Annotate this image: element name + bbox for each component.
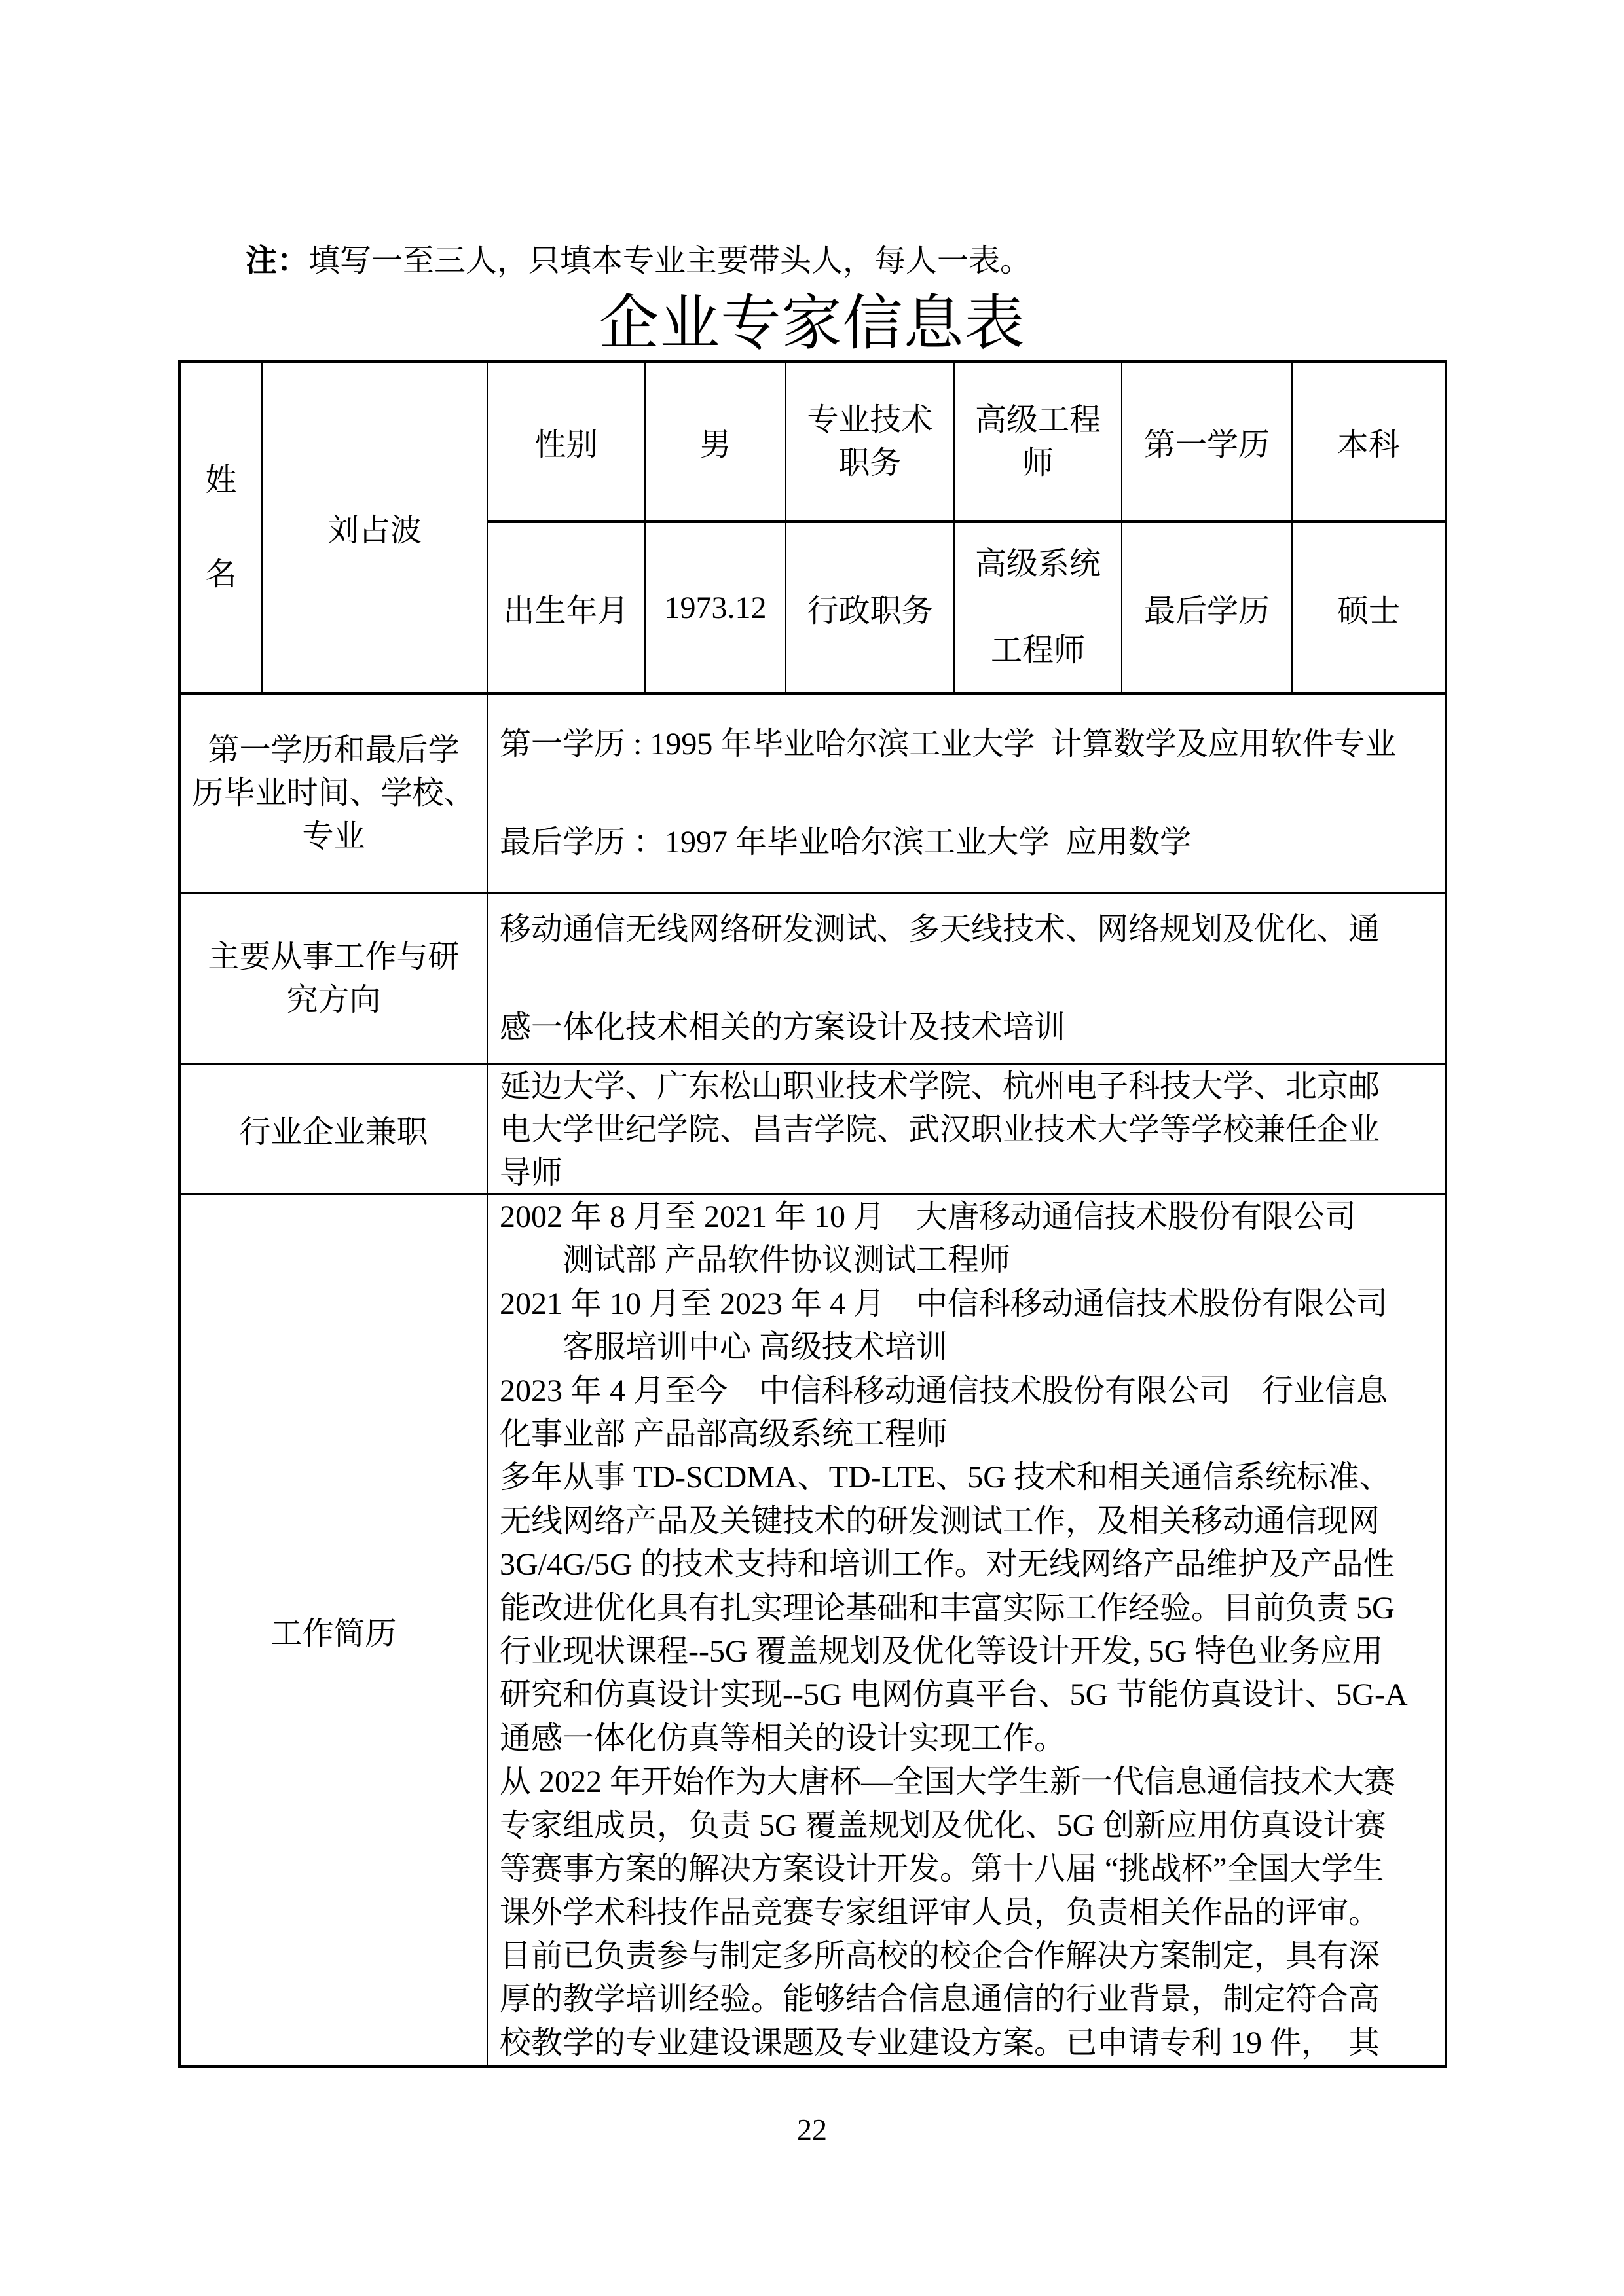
text-line: 名	[205, 556, 237, 592]
research-label-cell	[181, 894, 488, 1065]
parttime-content-cell	[488, 1065, 1445, 1195]
admin-label-cell: 行政职务	[786, 523, 955, 695]
text-line: 究方向	[286, 982, 381, 1017]
research-content-cell	[488, 894, 1445, 1065]
text-line: 目前已负责参与制定多所高校的校企合作解决方案制定，具有深	[500, 1938, 1380, 1973]
text-line: 3G/4G/5G 的技术支持和培训工作。对无线网络产品维护及产品性	[500, 1547, 1395, 1582]
text-line: 第一学历 : 1995 年毕业哈尔滨工业大学 计算数学及应用软件专业	[500, 726, 1397, 761]
tech-title-label-cell	[786, 363, 955, 523]
text-line: 无线网络产品及关键技术的研发测试工作，及相关移动通信现网	[500, 1503, 1380, 1539]
expert-info-table	[178, 360, 1447, 2068]
last-degree-label-cell: 最后学历	[1122, 523, 1293, 695]
admin-value-cell	[955, 523, 1122, 695]
first-degree-label-cell: 第一学历	[1122, 363, 1293, 523]
text-line: 专业技术	[807, 402, 933, 437]
education-label-cell	[181, 695, 488, 894]
text-line: 从 2022 年开始作为大唐杯—全国大学生新一代信息通信技术大赛	[500, 1764, 1396, 1800]
text-line: 课外学术科技作品竞赛专家组评审人员，负责相关作品的评审。	[500, 1895, 1380, 1930]
text-line: 等赛事方案的解决方案设计开发。第十八届 “挑战杯”全国大学生	[500, 1851, 1384, 1887]
note-text: 填写一至三人，只填本专业主要带头人，每人一表。	[308, 244, 1032, 278]
text-line: 高级工程	[974, 402, 1101, 437]
text-line: 2021 年 10 月至 2023 年 4 月 中信科移动通信技术股份有限公司	[500, 1286, 1388, 1321]
career-label-cell: 工作简历	[181, 1195, 488, 2065]
text-line: 能改进优化具有扎实理论基础和丰富实际工作经验。目前负责 5G	[500, 1590, 1395, 1626]
text-line: 2002 年 8 月至 2021 年 10 月 大唐移动通信技术股份有限公司	[500, 1199, 1357, 1234]
text-line: 职务	[838, 445, 902, 481]
birth-value-cell: 1973.12	[646, 523, 786, 695]
text-line: 厚的教学培训经验。能够结合信息通信的行业背景，制定符合高	[500, 1982, 1380, 2017]
note-prefix: 注：	[246, 244, 309, 278]
text-line: 行业现状课程--5G 覆盖规划及优化等设计开发, 5G 特色业务应用	[500, 1634, 1384, 1669]
sex-value-cell: 男	[646, 363, 786, 523]
text-line: 移动通信无线网络研发测试、多天线技术、网络规划及优化、通	[500, 911, 1380, 947]
page-number: 22	[797, 2113, 827, 2146]
text-line: 电大学世纪学院、昌吉学院、武汉职业技术大学等学校兼任企业	[500, 1112, 1380, 1147]
career-content-cell	[488, 1195, 1445, 2065]
text-line: 师	[1022, 445, 1054, 481]
text-line: 工程师	[990, 633, 1085, 668]
last-degree-value-cell: 硕士	[1293, 523, 1445, 695]
text-line: 高级系统	[974, 547, 1101, 581]
text-line: 多年从事 TD-SCDMA、TD-LTE、5G 技术和相关通信系统标准、	[500, 1460, 1391, 1495]
text-line: 姓	[205, 462, 237, 498]
text-line: 第一学历和最后学	[208, 732, 460, 767]
text-line: 通感一体化仿真等相关的设计实现工作。	[500, 1721, 1066, 1756]
education-content-cell	[488, 695, 1445, 894]
name-value-cell: 刘占波	[263, 363, 488, 695]
text-line: 最后学历 ：1997 年毕业哈尔滨工业大学 应用数学	[500, 824, 1192, 860]
sex-label-cell: 性别	[488, 363, 646, 523]
text-line: 感一体化技术相关的方案设计及技术培训	[500, 1010, 1066, 1045]
tech-title-value-cell	[955, 363, 1122, 523]
text-line: 专家组成员，负责 5G 覆盖规划及优化、5G 创新应用仿真设计赛	[500, 1808, 1386, 1843]
text-line: 历毕业时间、学校、	[192, 775, 475, 811]
text-line: 化事业部 产品部高级系统工程师	[500, 1417, 948, 1452]
text-line: 客服培训中心 高级技术培训	[500, 1330, 948, 1365]
page-title: 企业专家信息表	[599, 290, 1025, 357]
text-line: 延边大学、广东松山职业技术学院、杭州电子科技大学、北京邮	[500, 1069, 1380, 1104]
text-line: 主要从事工作与研	[208, 939, 460, 974]
text-line: 导师	[500, 1156, 563, 1190]
text-line: 2023 年 4 月至今 中信科移动通信技术股份有限公司 行业信息	[500, 1373, 1388, 1408]
note-line	[246, 242, 1031, 280]
text-line: 测试部 产品软件协议测试工程师	[500, 1243, 1011, 1278]
text-line: 校教学的专业建设课题及专业建设方案。已申请专利 19 件， 其	[500, 2025, 1380, 2060]
parttime-label-cell: 行业企业兼职	[181, 1065, 488, 1195]
birth-label-cell: 出生年月	[488, 523, 646, 695]
text-line: 研究和仿真设计实现--5G 电网仿真平台、5G 节能仿真设计、5G-A	[500, 1677, 1408, 1713]
first-degree-value-cell: 本科	[1293, 363, 1445, 523]
text-line: 专业	[302, 818, 365, 854]
name-label-cell	[181, 363, 263, 695]
